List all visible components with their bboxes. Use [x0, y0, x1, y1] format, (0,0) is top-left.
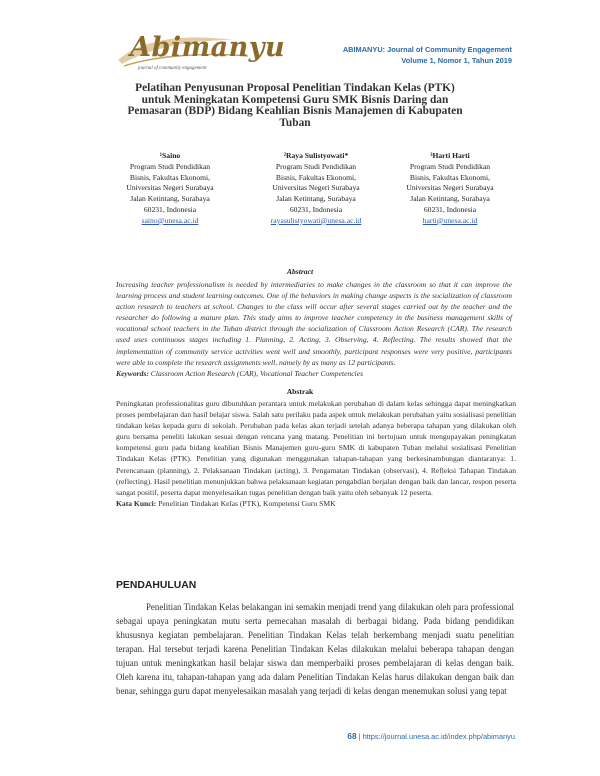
- author-address: Jalan Ketintang, Surabaya: [410, 194, 490, 204]
- author-name: ³Harti Harti: [430, 151, 470, 160]
- body-paragraph: Penelitian Tindakan Kelas belakangan ini semakin menjadi trend yang dilakukan oleh para professional sebagai upaya peningkatan mutu serta pemecahan masalah di berbagai bidang. Pada bidang pendidikan khususnya kegiatan pembelajaran. Penelitian Tindakan Kelas telah berkembang menjadi suatu penelitian terapan. Hal tersebut terjadi karena Penelitian Tindakan Kelas dilakukan melalui beberapa tahapan dengan tujuan untuk meningkatkan hasil belajar siswa dan memperbaiki proses pembelajaran di kelas dengan baik. Oleh karena itu, tahapan-tahapan yang ada dalam Penelitian Tindakan Kelas harus dilakukan dengan baik dan benar, sehingga guru dapat menyelesaikan masalah yang terjadi di kelas dengan menemukan solusi yang tepat: [116, 602, 514, 696]
- abstract-en-text: Increasing teacher professionalism is needed by intermediaries to make changes in the classroom so that it can improve the learning process and student learning outcomes. One of the behaviors in making change aspects is the socialization of classroom action research to teachers at school. Changes to the class will occur after several stages carried out by the teacher and the researcher do following a mature plan. This study aims to improve teacher competency in the business management skills of vocational school teachers in the Tuban district through the socialization of Classroom Action Research (CAR). The research used uses continuous stages including 1. Planning, 2. Acting, 3. Observing, 4. Reflecting. The results showed that the implementation of community service activities went well and smoothly, participant responses were very positive, participants were able to complete the research assignments well, namely by as many as 12 participants.: [116, 280, 512, 367]
- author-name: ¹Saino: [159, 151, 181, 160]
- author-affiliation: Bisnis, Fakultas Ekonomi,: [275, 172, 357, 182]
- abstract-id: [116, 398, 516, 509]
- author-affiliation: Universitas Negeri Surabaya: [126, 183, 214, 193]
- page-footer: [347, 732, 515, 741]
- abstract-id-heading: Abstrak: [286, 387, 314, 396]
- author-affiliation: Program Studi Pendidikan: [275, 161, 357, 171]
- author-affiliation: Bisnis, Fakultas Ekonomi,: [409, 172, 491, 182]
- journal-logo: [114, 30, 286, 80]
- author-address: Jalan Ketintang, Surabaya: [276, 194, 356, 204]
- author-email-link[interactable]: saino@unesa.ac.id: [141, 215, 199, 225]
- author-affiliation: Program Studi Pendidikan: [129, 161, 211, 171]
- author-affiliation: Universitas Negeri Surabaya: [272, 183, 360, 193]
- author-address: Jalan Ketintang, Surabaya: [130, 194, 210, 204]
- logo-wordmark: Abimanyu: [130, 32, 286, 63]
- author-address: 60231, Indonesia: [423, 204, 477, 214]
- author-block: [114, 151, 226, 227]
- journal-name: ABIMANYU: Journal of Community Engagement: [342, 45, 512, 54]
- author-email-link[interactable]: rayasulistyowati@unesa.ac.id: [270, 215, 362, 225]
- author-affiliation: Bisnis, Fakultas Ekonomi,: [129, 172, 211, 182]
- logo-tagline: journal of community engagement: [138, 66, 207, 71]
- abstract-en: [116, 279, 512, 379]
- paper-title: Pelatihan Penyusunan Proposal Penelitian Tindakan Kelas (PTK) untuk Meningkatan Kompetensi Guru SMK Bisnis Daring dan Pemasaran (BDP) Bidang Keahlian Bisnis Manajemen di Kabupaten Tuban: [127, 82, 463, 129]
- abstract-en-heading: Abstract: [286, 267, 314, 276]
- keywords-label: Keywords:: [116, 368, 149, 378]
- kata-kunci-label: Kata Kunci:: [116, 498, 157, 508]
- author-block: [256, 151, 376, 227]
- footer-separator: |: [356, 732, 363, 741]
- journal-url-link[interactable]: https://journal.unesa.ac.id/index.php/abimanyu: [362, 732, 515, 741]
- author-affiliation: Program Studi Pendidikan: [409, 161, 491, 171]
- keywords-text: Classroom Action Research (CAR), Vocational Teacher Competencies: [148, 368, 364, 378]
- author-name: ²Raya Sulistyowati*: [283, 151, 349, 160]
- abstract-id-text: Peningkatan professionalitas guru dibutuhkan perantara untuk melakukan perubahan di dalam kelas sehingga dapat meningkatkan proses pembelajaran dan hasil belajar siswa. Salah satu perilaku pada aspek untuk melakukan perubahan yaitu sosialisasi penelitian tindakan kelas kepada guru di sekolah. Perubahan pada kelas akan terjadi setelah adanya beberapa tahapan yang dilakukan oleh guru bersama peneliti lakukan sesuai dengan rencana yang matang. Penelitian ini bertujuan untuk mengupayakan peningkatan kompetensi guru pada bidang keahlian Bisnis Manajemen guru-guru SMK di kabupaten Tuban melalui sosialisasi Penelitian Tindakan Kelas (PTK). Penelitian yang digunakan menggunakan tahapan-tahapan yang berkesinambungan diantaranya: 1. Perencanaan (planning), 2. Pelaksanaan Tindakan (acting), 3. Pengamatan Tindakan (observasi), 4. Refleksi Tahapan Tindakan (reflecting). Hasil penelitian menunjukkan bahwa pelaksanaan kegiatan pengabdian berjalan dengan baik dan lancar, respon peserta sangat positif, peserta dapat menyelesaikan tugas penelitian dengan baik yaitu oleh sebanyak 12 peserta.: [116, 399, 516, 497]
- author-address: 60231, Indonesia: [289, 204, 343, 214]
- author-affiliation: Universitas Negeri Surabaya: [406, 183, 494, 193]
- kata-kunci-text: Penelitian Tindakan Kelas (PTK), Kompetensi Guru SMK: [156, 498, 336, 508]
- author-email-link[interactable]: harti@unesa.ac.id: [422, 215, 478, 225]
- page-number: 68: [347, 732, 357, 741]
- section-heading: PENDAHULUAN: [116, 580, 197, 591]
- author-address: 60231, Indonesia: [143, 204, 197, 214]
- author-block: [398, 151, 502, 227]
- journal-volume: Volume 1, Nomor 1, Tahun 2019: [401, 56, 512, 65]
- section-body: [116, 600, 514, 698]
- journal-header: [343, 44, 512, 66]
